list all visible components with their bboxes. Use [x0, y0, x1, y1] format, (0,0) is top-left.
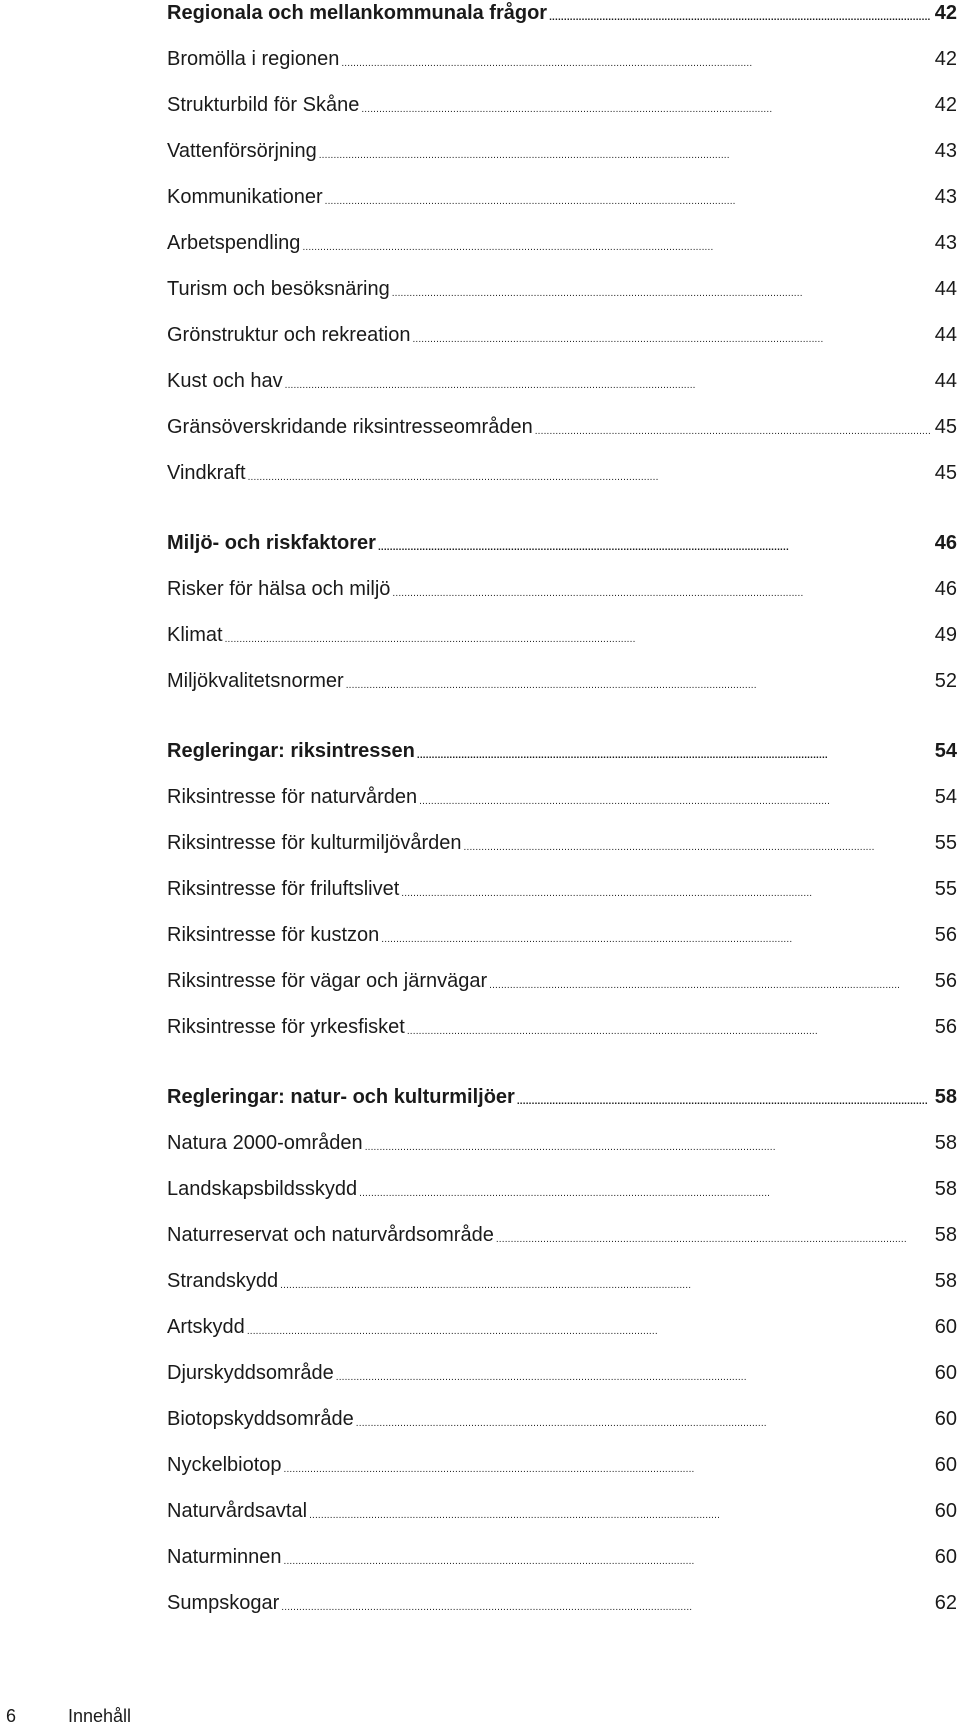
toc-heading-page: 54: [934, 740, 957, 762]
toc-entry-title: Strandskydd: [167, 1270, 279, 1292]
toc-entry[interactable]: [167, 658, 957, 704]
toc-entry-page: 60: [934, 1362, 957, 1384]
toc-entry-title: Sumpskogar: [167, 1592, 280, 1614]
toc-entry-page: 44: [934, 370, 957, 392]
toc-entry-title: Djurskyddsområde: [167, 1362, 334, 1384]
toc-entry-page: 52: [934, 670, 957, 692]
toc-entry-title: Natura 2000-områden: [167, 1132, 363, 1154]
dot-leader: [381, 925, 931, 945]
toc-entry[interactable]: [167, 1580, 957, 1626]
dot-leader: [302, 233, 931, 253]
dot-leader: [392, 279, 931, 299]
dot-leader: [225, 625, 931, 645]
toc-entry-page: 43: [934, 140, 957, 162]
dot-leader: [417, 741, 931, 761]
toc-entry[interactable]: [167, 912, 957, 958]
toc-entry-page: 60: [934, 1408, 957, 1430]
toc-heading-title: Miljö- och riskfaktorer: [167, 532, 376, 554]
toc-entry-page: 43: [934, 186, 957, 208]
toc-entry-title: Nyckelbiotop: [167, 1454, 282, 1476]
toc-entry-page: 58: [934, 1132, 957, 1154]
dot-leader: [464, 833, 931, 853]
toc-entry-title: Riksintresse för yrkesfisket: [167, 1016, 405, 1038]
toc-entry[interactable]: [167, 866, 957, 912]
toc-entry-title: Vindkraft: [167, 462, 246, 484]
toc-section-natur-kultur: [167, 1074, 957, 1626]
toc-entry-title: Riksintresse för naturvården: [167, 786, 418, 808]
toc-entry-title: Turism och besöksnäring: [167, 278, 390, 300]
toc-entry[interactable]: [167, 1166, 957, 1212]
toc-entry[interactable]: [167, 36, 957, 82]
toc-heading-title: Regleringar: riksintressen: [167, 740, 415, 762]
dot-leader: [309, 1501, 931, 1521]
toc-entry-title: Biotopskyddsområde: [167, 1408, 354, 1430]
toc-entry[interactable]: [167, 1304, 957, 1350]
toc-entry-page: 44: [934, 324, 957, 346]
toc-entry-title: Naturminnen: [167, 1546, 282, 1568]
dot-leader: [248, 463, 931, 483]
dot-leader: [412, 325, 931, 345]
toc-entry[interactable]: [167, 1004, 957, 1050]
toc-entry-title: Kommunikationer: [167, 186, 323, 208]
dot-leader: [378, 533, 931, 553]
toc-entry-title: Kust och hav: [167, 370, 283, 392]
toc-entry[interactable]: [167, 820, 957, 866]
toc-entry[interactable]: [167, 1120, 957, 1166]
toc-section-miljo: [167, 520, 957, 704]
toc-entry[interactable]: [167, 450, 957, 496]
toc-entry[interactable]: [167, 1212, 957, 1258]
toc-heading[interactable]: [167, 728, 957, 774]
dot-leader: [346, 671, 931, 691]
toc-entry-page: 45: [934, 416, 957, 438]
dot-leader: [535, 417, 931, 437]
toc-entry[interactable]: [167, 1396, 957, 1442]
toc-section-regional: [167, 0, 957, 496]
toc-entry-page: 42: [934, 48, 957, 70]
toc-entry[interactable]: [167, 612, 957, 658]
toc-entry-page: 55: [934, 832, 957, 854]
dot-leader: [549, 3, 931, 23]
toc-entry[interactable]: [167, 1258, 957, 1304]
toc-entry[interactable]: [167, 1442, 957, 1488]
toc-entry-page: 58: [934, 1224, 957, 1246]
toc-entry-title: Miljökvalitetsnormer: [167, 670, 344, 692]
toc-entry[interactable]: [167, 958, 957, 1004]
dot-leader: [341, 49, 931, 69]
toc-entry[interactable]: [167, 266, 957, 312]
toc-entry-page: 44: [934, 278, 957, 300]
toc-heading[interactable]: [167, 0, 957, 36]
toc-entry-title: Strukturbild för Skåne: [167, 94, 360, 116]
toc-entry[interactable]: [167, 128, 957, 174]
toc-entry-title: Grönstruktur och rekreation: [167, 324, 411, 346]
toc-heading[interactable]: [167, 520, 957, 566]
dot-leader: [319, 141, 931, 161]
dot-leader: [407, 1017, 931, 1037]
dot-leader: [365, 1133, 931, 1153]
toc-entry-page: 62: [934, 1592, 957, 1614]
toc-entry-title: Klimat: [167, 624, 223, 646]
toc-entry-title: Riksintresse för kustzon: [167, 924, 380, 946]
toc-entry-page: 60: [934, 1546, 957, 1568]
toc-entry[interactable]: [167, 566, 957, 612]
toc-entry-page: 58: [934, 1270, 957, 1292]
footer-label: Innehåll: [68, 1706, 132, 1726]
toc-entry[interactable]: [167, 220, 957, 266]
toc-entry-page: 55: [934, 878, 957, 900]
toc-entry[interactable]: [167, 1534, 957, 1580]
dot-leader: [496, 1225, 931, 1245]
toc-entry-title: Artskydd: [167, 1316, 245, 1338]
dot-leader: [284, 1455, 931, 1475]
toc-section-riksintressen: [167, 728, 957, 1050]
toc-entry[interactable]: [167, 1350, 957, 1396]
toc-entry-title: Gränsöverskridande riksintresseområden: [167, 416, 533, 438]
toc-entry-title: Naturreservat och naturvårdsområde: [167, 1224, 494, 1246]
dot-leader: [281, 1593, 931, 1613]
dot-leader: [325, 187, 931, 207]
toc-entry-page: 60: [934, 1316, 957, 1338]
toc-entry[interactable]: [167, 1488, 957, 1534]
dot-leader: [419, 787, 931, 807]
toc-entry-title: Risker för hälsa och miljö: [167, 578, 391, 600]
dot-leader: [392, 579, 931, 599]
dot-leader: [356, 1409, 931, 1429]
toc-entry-page: 45: [934, 462, 957, 484]
toc-entry[interactable]: [167, 404, 957, 450]
toc-entry-page: 56: [934, 1016, 957, 1038]
toc-entry-title: Riksintresse för friluftslivet: [167, 878, 400, 900]
toc-entry[interactable]: [167, 312, 957, 358]
dot-leader: [336, 1363, 931, 1383]
toc-heading[interactable]: [167, 1074, 957, 1120]
toc-heading-title: Regleringar: natur- och kulturmiljöer: [167, 1086, 515, 1108]
toc-entry-page: 54: [934, 786, 957, 808]
dot-leader: [361, 95, 931, 115]
toc-entry[interactable]: [167, 82, 957, 128]
toc-entry-page: 60: [934, 1500, 957, 1522]
dot-leader: [489, 971, 931, 991]
toc-entry-title: Riksintresse för kulturmiljövården: [167, 832, 462, 854]
toc-entry-title: Landskapsbildsskydd: [167, 1178, 358, 1200]
toc-entry[interactable]: [167, 174, 957, 220]
toc-entry-page: 56: [934, 970, 957, 992]
table-of-contents: [167, 0, 957, 1626]
toc-entry-title: Bromölla i regionen: [167, 48, 340, 70]
dot-leader: [247, 1317, 931, 1337]
toc-entry-page: 49: [934, 624, 957, 646]
toc-heading-page: 58: [934, 1086, 957, 1108]
toc-entry-title: Vattenförsörjning: [167, 140, 317, 162]
dot-leader: [359, 1179, 931, 1199]
toc-entry[interactable]: [167, 358, 957, 404]
dot-leader: [517, 1087, 931, 1107]
toc-entry[interactable]: [167, 774, 957, 820]
toc-entry-page: 58: [934, 1178, 957, 1200]
toc-heading-title: Regionala och mellankommunala frågor: [167, 2, 548, 24]
toc-entry-title: Riksintresse för vägar och järnvägar: [167, 970, 488, 992]
dot-leader: [280, 1271, 931, 1291]
dot-leader: [285, 371, 931, 391]
footer-page-number: 6: [6, 1706, 17, 1726]
dot-leader: [284, 1547, 931, 1567]
toc-entry-page: 43: [934, 232, 957, 254]
dot-leader: [401, 879, 931, 899]
toc-heading-page: 46: [934, 532, 957, 554]
toc-entry-page: 60: [934, 1454, 957, 1476]
toc-heading-page: 42: [934, 2, 957, 24]
toc-entry-title: Arbetspendling: [167, 232, 301, 254]
toc-entry-page: 42: [934, 94, 957, 116]
toc-entry-page: 56: [934, 924, 957, 946]
toc-entry-title: Naturvårdsavtal: [167, 1500, 308, 1522]
toc-entry-page: 46: [934, 578, 957, 600]
